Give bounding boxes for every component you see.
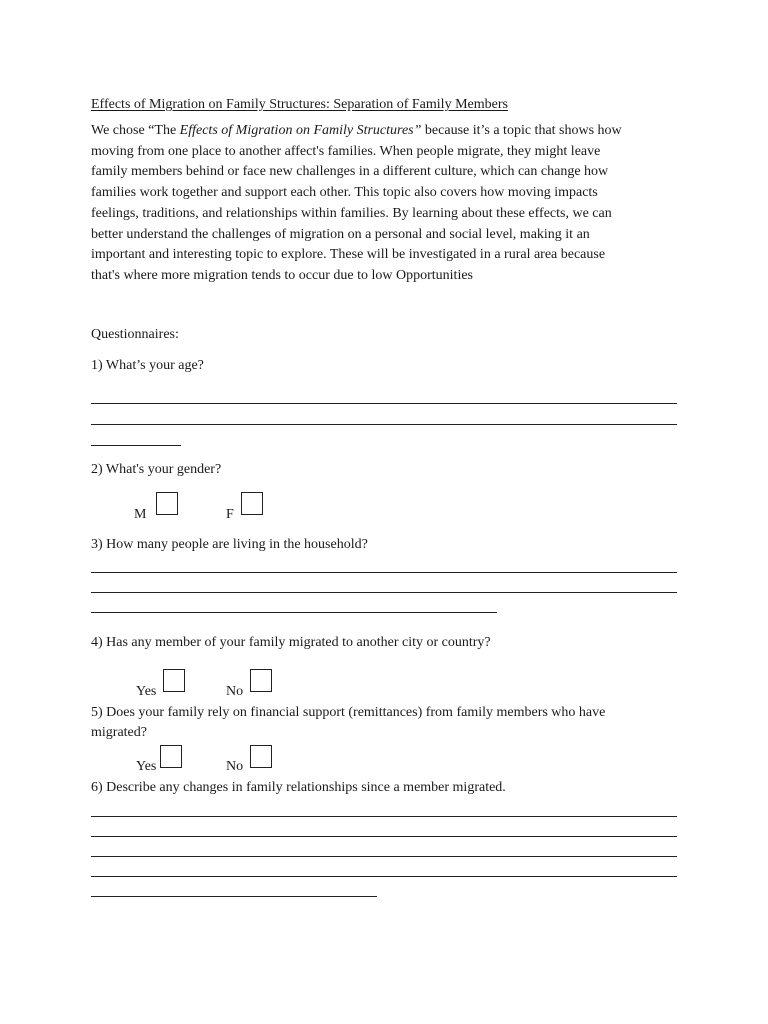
gender-option-m-label: M [134, 507, 147, 522]
italic-topic-title: Effects of Migration on Family Structures” [179, 123, 422, 138]
answer-line-q1[interactable] [91, 445, 181, 446]
intro-paragraph [91, 121, 691, 287]
questionnaire-heading: Questionnaires: [91, 327, 179, 342]
intro-line-1: We chose “The Effects of Migration on Family Structures” because it’s a topic that shows how [91, 123, 622, 138]
intro-line: family members behind or face new challenges in a different culture, which can change how [91, 164, 609, 180]
gender-m-checkbox[interactable] [156, 492, 178, 515]
answer-line-q1[interactable] [91, 424, 677, 425]
q4-yes-checkbox[interactable] [163, 669, 185, 692]
answer-line-q3[interactable] [91, 612, 497, 613]
intro-line: that's where more migration tends to occur due to low Opportunities [91, 267, 473, 283]
intro-line: feelings, traditions, and relationships within families. By learning about these effects, we can [91, 205, 612, 221]
answer-line-q1[interactable] [91, 403, 677, 404]
intro-line: families work together and support each other. This topic also covers how moving impacts [91, 185, 598, 201]
question-3-text: 3) How many people are living in the household? [91, 537, 368, 552]
q5-yes-label: Yes [136, 759, 157, 774]
q5-yes-checkbox[interactable] [160, 745, 182, 768]
question-4-text: 4) Has any member of your family migrated to another city or country? [91, 635, 491, 650]
question-2-text: 2) What's your gender? [91, 462, 222, 477]
q4-no-checkbox[interactable] [250, 669, 272, 692]
answer-line-q6[interactable] [91, 816, 677, 817]
answer-line-q6[interactable] [91, 856, 677, 857]
intro-line: moving from one place to another affect's families. When people migrate, they might leave [91, 143, 601, 159]
answer-line-q3[interactable] [91, 572, 677, 573]
answer-line-q3[interactable] [91, 592, 677, 593]
answer-line-q6[interactable] [91, 836, 677, 837]
intro-line: important and interesting topic to explore. These will be investigated in a rural area because [91, 247, 606, 263]
q5-no-checkbox[interactable] [250, 745, 272, 768]
intro-line: better understand the challenges of migration on a personal and social level, making it an [91, 226, 590, 242]
gender-option-f-label: F [226, 507, 234, 522]
answer-line-q6[interactable] [91, 896, 377, 897]
gender-f-checkbox[interactable] [241, 492, 263, 515]
answer-line-q6[interactable] [91, 876, 677, 877]
question-1-text: 1) What’s your age? [91, 358, 204, 373]
q4-no-label: No [226, 684, 244, 699]
question-5-text: 5) Does your family rely on financial support (remittances) from family members who have [91, 705, 606, 720]
document-title: Effects of Migration on Family Structures: Separation of Family Members [91, 97, 508, 112]
question-6-text: 6) Describe any changes in family relationships since a member migrated. [91, 780, 506, 795]
q5-no-label: No [226, 759, 244, 774]
q4-yes-label: Yes [136, 684, 157, 699]
question-5-text-continued: migrated? [91, 725, 147, 740]
